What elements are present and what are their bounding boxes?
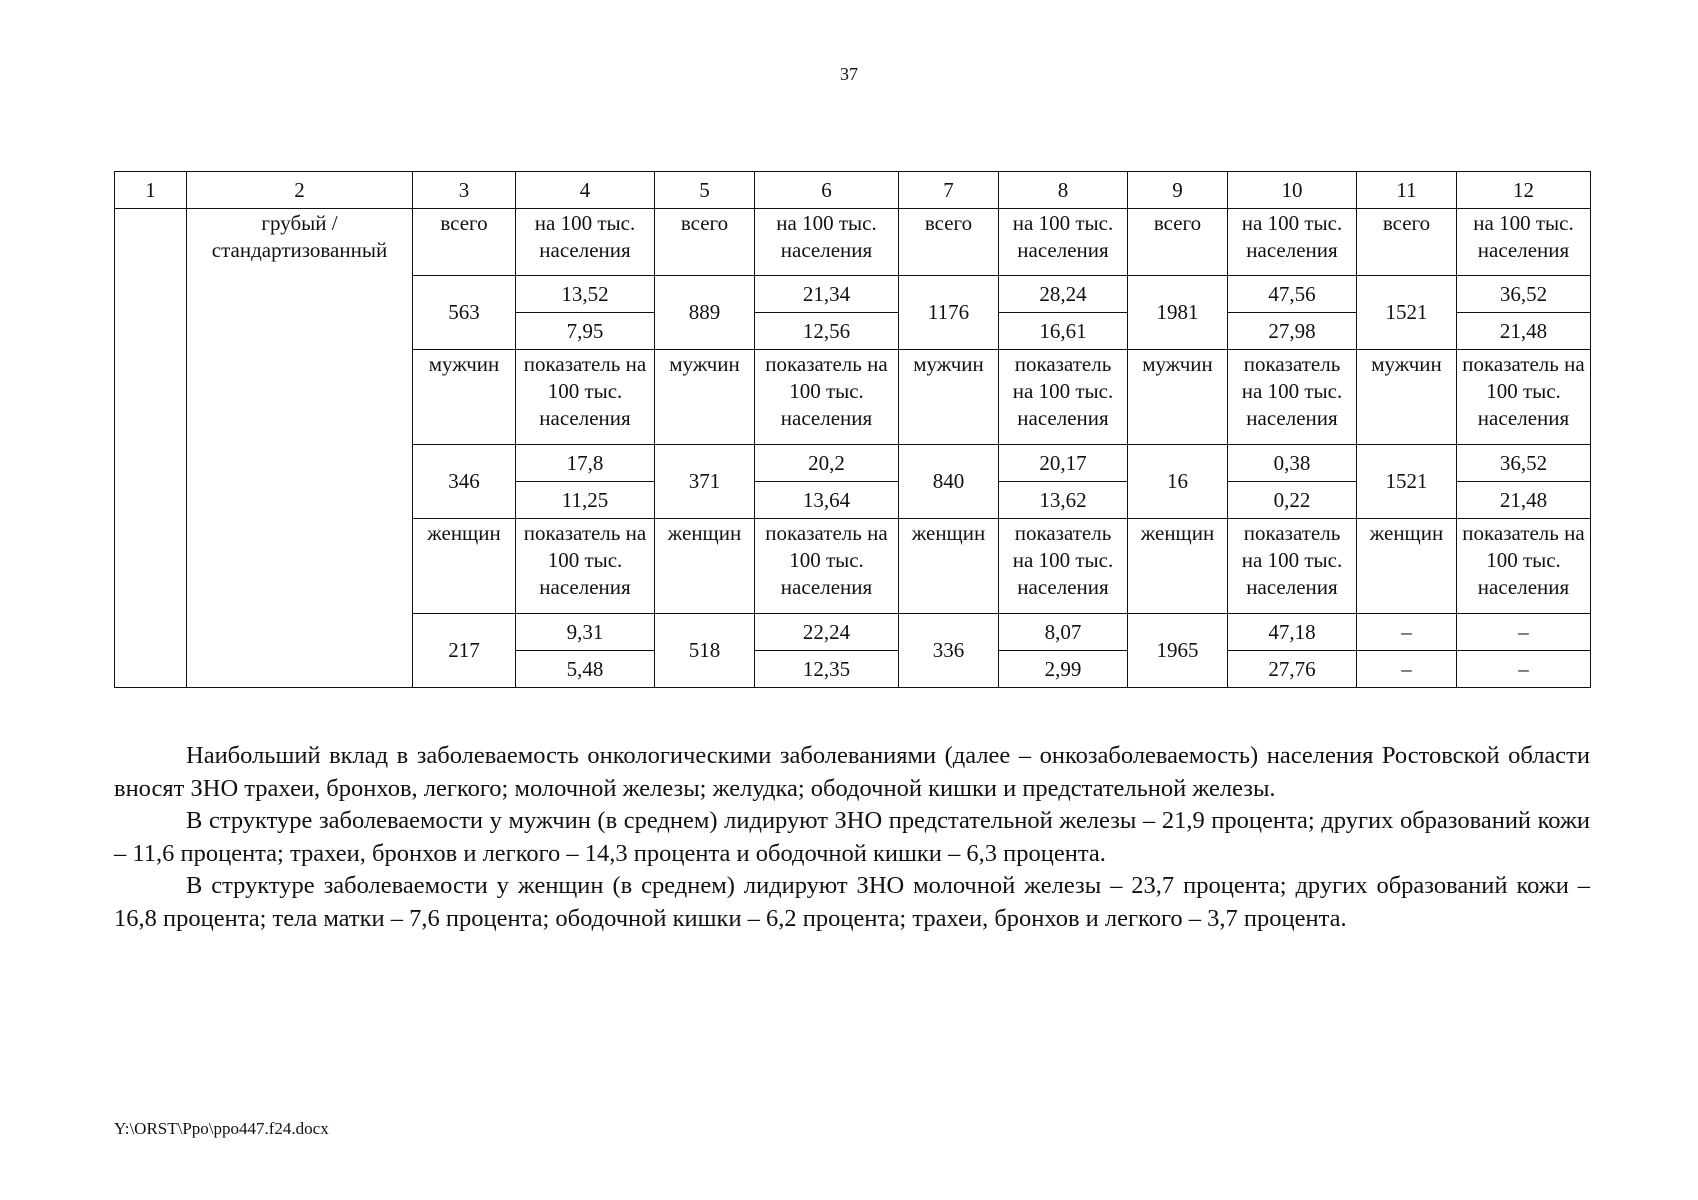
rate-label-cell: на 100 тыс. населения — [999, 209, 1128, 276]
rate-label-cell: показатель на 100 тыс. населения — [1457, 519, 1591, 614]
count-label-cell: мужчин — [1128, 350, 1228, 445]
count-cell: 1521 — [1357, 276, 1457, 350]
crude-rate-cell: 36,52 — [1457, 445, 1591, 482]
count-label-cell: мужчин — [413, 350, 516, 445]
rate-label-cell: показатель на 100 тыс. населения — [755, 350, 899, 445]
paragraph: Наибольший вклад в заболеваемость онкологическими заболеваниями (далее – онкозаболеваемость) населения Ростовской области вносят ЗНО трахеи, бронхов, легкого; молочной железы; желудка; ободочной кишки и предстательной железы. — [114, 742, 1590, 802]
std-rate-cell: 27,98 — [1228, 313, 1357, 350]
std-rate-cell: 16,61 — [999, 313, 1128, 350]
rate-label-cell: показатель на 100 тыс. населения — [999, 350, 1128, 445]
count-label-cell: женщин — [899, 519, 999, 614]
count-label-cell: мужчин — [899, 350, 999, 445]
count-cell: – — [1357, 614, 1457, 651]
count-label-cell: всего — [413, 209, 516, 276]
rate-label-cell: показатель на 100 тыс. населения — [755, 519, 899, 614]
crude-rate-cell: 20,17 — [999, 445, 1128, 482]
count-cell: 1176 — [899, 276, 999, 350]
count-label-cell: женщин — [655, 519, 755, 614]
paragraph: В структуре заболеваемости у женщин (в среднем) лидируют ЗНО молочной железы – 23,7 процента; других образований кожи – 16,8 процента; тела матки – 7,6 процента; ободочной кишки – 6,2 процента; трахеи, бронхов и легкого – 3,7 процента. — [114, 872, 1590, 932]
std-rate-cell: 13,64 — [755, 482, 899, 519]
rate-label-cell: показатель на 100 тыс. населения — [1457, 350, 1591, 445]
crude-rate-cell: 36,52 — [1457, 276, 1591, 313]
header-cell: 5 — [655, 172, 755, 209]
std-rate-cell: 0,22 — [1228, 482, 1357, 519]
rate-label-cell: показатель на 100 тыс. населения — [516, 350, 655, 445]
rate-label-cell: на 100 тыс. населения — [516, 209, 655, 276]
count-cell: 16 — [1128, 445, 1228, 519]
header-cell: 4 — [516, 172, 655, 209]
count-label-cell: женщин — [1128, 519, 1228, 614]
rate-label-cell: на 100 тыс. населения — [755, 209, 899, 276]
crude-rate-cell: – — [1457, 614, 1591, 651]
crude-rate-cell: 47,56 — [1228, 276, 1357, 313]
std-rate-cell: 12,35 — [755, 651, 899, 688]
header-cell: 11 — [1357, 172, 1457, 209]
crude-rate-cell: 0,38 — [1228, 445, 1357, 482]
count-label-cell: женщин — [1357, 519, 1457, 614]
crude-rate-cell: 9,31 — [516, 614, 655, 651]
rate-label-cell: показатель на 100 тыс. населения — [999, 519, 1128, 614]
crude-rate-cell: 17,8 — [516, 445, 655, 482]
header-cell: 10 — [1228, 172, 1357, 209]
count-label-cell: всего — [655, 209, 755, 276]
count-label-cell: всего — [1128, 209, 1228, 276]
std-rate-cell: 21,48 — [1457, 313, 1591, 350]
page-number: 37 — [840, 64, 858, 84]
count-cell: 1521 — [1357, 445, 1457, 519]
header-cell: 1 — [115, 172, 187, 209]
count-cell: 371 — [655, 445, 755, 519]
header-cell: 9 — [1128, 172, 1228, 209]
count-cell: 1981 — [1128, 276, 1228, 350]
std-rate-cell: – — [1457, 651, 1591, 688]
incidence-table — [114, 171, 1591, 688]
rate-label-cell: на 100 тыс. населения — [1457, 209, 1591, 276]
std-rate-cell: 13,62 — [999, 482, 1128, 519]
crude-rate-cell: 21,34 — [755, 276, 899, 313]
std-rate-cell: 27,76 — [1228, 651, 1357, 688]
crude-rate-cell: 20,2 — [755, 445, 899, 482]
count-cell: 1965 — [1128, 614, 1228, 688]
rate-label-cell: на 100 тыс. населения — [1228, 209, 1357, 276]
count-cell: 518 — [655, 614, 755, 688]
rate-label-cell: показатель на 100 тыс. населения — [1228, 350, 1357, 445]
std-rate-cell: 12,56 — [755, 313, 899, 350]
std-rate-cell: 2,99 — [999, 651, 1128, 688]
count-label-cell: мужчин — [655, 350, 755, 445]
count-cell: 563 — [413, 276, 516, 350]
crude-rate-cell: 47,18 — [1228, 614, 1357, 651]
count-cell: 336 — [899, 614, 999, 688]
count-cell: 889 — [655, 276, 755, 350]
crude-rate-cell: 22,24 — [755, 614, 899, 651]
count-cell: 217 — [413, 614, 516, 688]
count-label-cell: всего — [1357, 209, 1457, 276]
rate-label-cell: показатель на 100 тыс. населения — [1228, 519, 1357, 614]
count-cell: 346 — [413, 445, 516, 519]
paragraph: В структуре заболеваемости у мужчин (в среднем) лидируют ЗНО предстательной железы – 21,9 процента; других образований кожи – 11,6 процента; трахеи, бронхов и легкого – 14,3 процента и ободочной кишки – 6,3 процента. — [114, 807, 1590, 867]
count-label-cell: женщин — [413, 519, 516, 614]
footer-file-path: Y:\ORST\Ppo\ppo447.f24.docx — [114, 1119, 329, 1138]
header-cell: 3 — [413, 172, 516, 209]
table-header-row — [115, 172, 1591, 209]
header-cell: 12 — [1457, 172, 1591, 209]
row-label-cell: грубый / стандартизованный — [187, 209, 413, 688]
count-label-cell: мужчин — [1357, 350, 1457, 445]
table-empty-cell — [115, 209, 187, 688]
std-rate-cell: 21,48 — [1457, 482, 1591, 519]
table-label-row — [115, 209, 1591, 276]
count-label-cell: всего — [899, 209, 999, 276]
header-cell: 8 — [999, 172, 1128, 209]
count-cell: 840 — [899, 445, 999, 519]
header-cell: 6 — [755, 172, 899, 209]
std-rate-cell: 11,25 — [516, 482, 655, 519]
count-cell: – — [1357, 651, 1457, 688]
crude-rate-cell: 13,52 — [516, 276, 655, 313]
std-rate-cell: 7,95 — [516, 313, 655, 350]
crude-rate-cell: 28,24 — [999, 276, 1128, 313]
std-rate-cell: 5,48 — [516, 651, 655, 688]
header-cell: 7 — [899, 172, 999, 209]
body-text — [114, 740, 1590, 936]
header-cell: 2 — [187, 172, 413, 209]
crude-rate-cell: 8,07 — [999, 614, 1128, 651]
rate-label-cell: показатель на 100 тыс. населения — [516, 519, 655, 614]
